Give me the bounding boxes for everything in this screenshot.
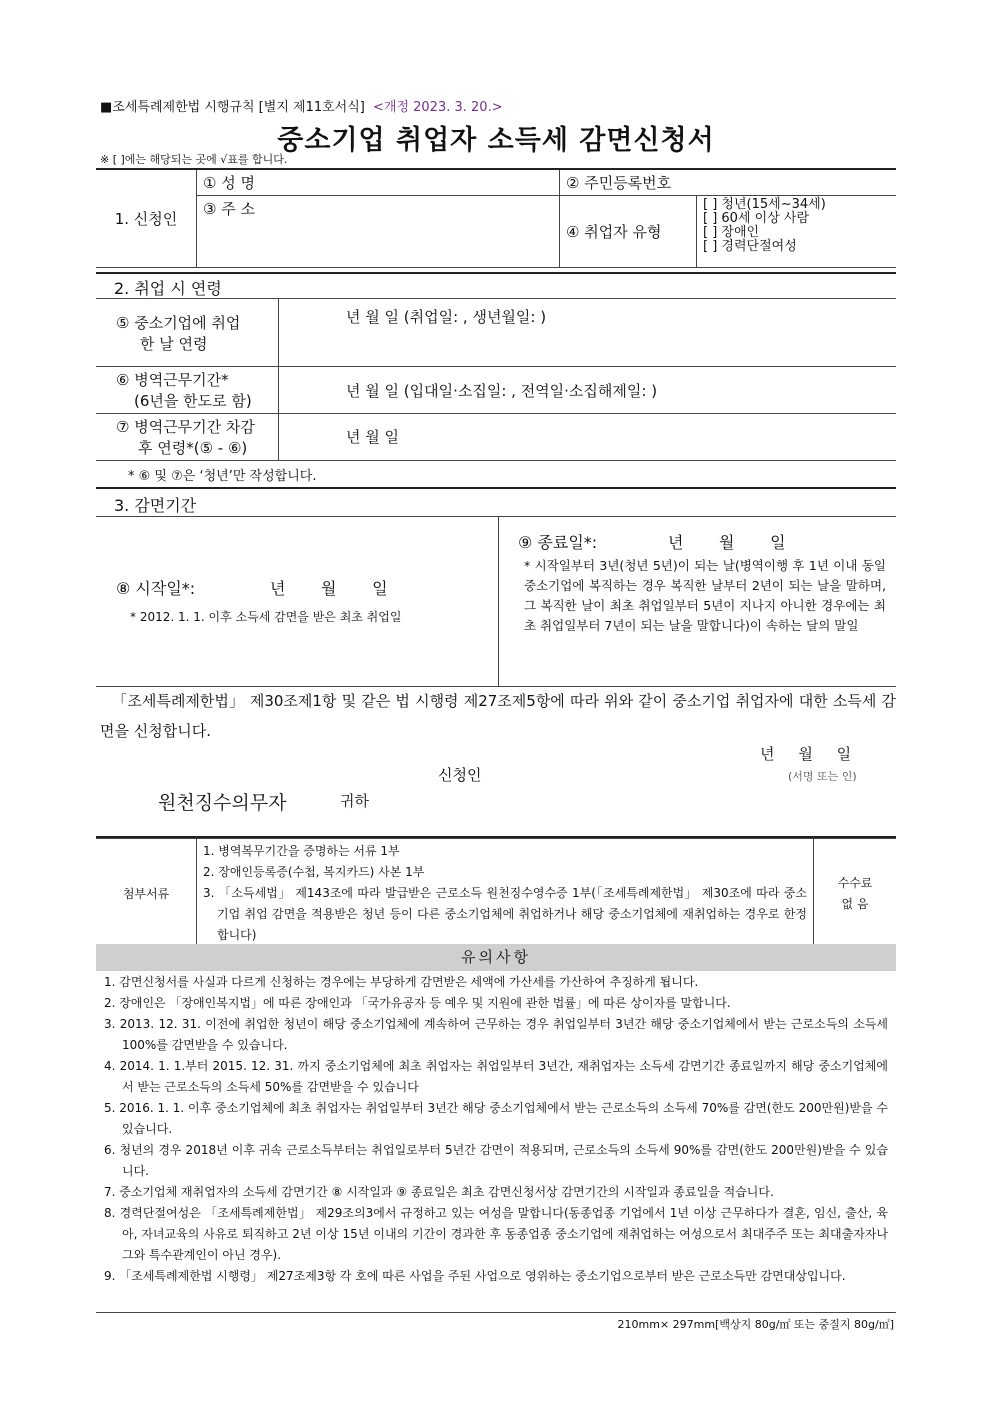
name-field[interactable]	[197, 169, 560, 196]
attachments-table	[96, 838, 896, 949]
start-date-note: * 2012. 1. 1. 이후 소득세 감면을 받은 최초 취업일	[130, 610, 402, 624]
type-option-youth[interactable]: [ ] 청년(15세∼34세)	[703, 197, 826, 212]
notice-title: 유의사항	[96, 944, 896, 971]
form-title: 중소기업 취업자 소득세 감면신청서	[277, 125, 715, 156]
row-divider	[96, 460, 896, 461]
type-options	[697, 196, 897, 268]
notice-item: 8. 경력단절여성은 「조세특례제한법」 제29조의3에서 규정하고 있는 여성을 말합니다(동종업종 기업에서 1년 이상 근무하다가 결혼, 임신, 출산, 육아, 자녀교육의 사유로 퇴직하고 2년 이상 15년 이내의 기간이 경과한 후 동종업종 중소기업에 재취업하는 여성으로서 최대주주 또는 최대출자자나 그와 특수관계인이 아닌 경우).	[104, 1206, 888, 1262]
row5-value[interactable]: 년 월 일 (취업일: , 생년월일: )	[346, 308, 547, 326]
section-divider	[96, 272, 896, 274]
applicant-section-label: 1. 신청인	[96, 169, 197, 268]
signature-field[interactable]: (서명 또는 인)	[788, 770, 857, 783]
age-section-label: 2. 취업 시 연령	[114, 279, 222, 298]
applicant-table	[96, 168, 896, 268]
section-divider	[96, 487, 896, 489]
type-option-senior[interactable]: [ ] 60세 이상 사람	[703, 211, 810, 226]
row6-label-line1: ⑥ 병역근무기간*	[116, 371, 229, 389]
form-header	[100, 96, 503, 115]
regulation-reference: ■조세특례제한법 시행규칙 [별지 제11호서식]	[100, 100, 365, 115]
column-divider	[278, 298, 279, 460]
notice-item: 4. 2014. 1. 1.부터 2015. 12. 31. 까지 중소기업체에 최초 취업자는 취업일부터 3년간, 재취업자는 소득세 감면기간 종료일까지 해당 중소기업체에서 받는 근로소득의 소득세 50%를 감면받을 수 있습니다	[104, 1059, 888, 1094]
row7-label-line2: 후 연령*(⑤ - ⑥)	[138, 439, 248, 457]
address-field[interactable]	[197, 196, 560, 268]
footer-divider	[96, 1312, 896, 1313]
fee-value: 없 음	[841, 896, 869, 911]
notice-item: 9. 「조세특례제한법 시행령」 제27조제3항 각 호에 따른 사업을 주된 사업으로 영위하는 중소기업으로부터 받은 근로소득만 감면대상입니다.	[104, 1269, 846, 1283]
applicant-signature-label: 신청인	[438, 766, 482, 784]
attachment-item: 1. 병역복무기간을 증명하는 서류 1부	[203, 844, 400, 858]
column-divider	[498, 516, 499, 687]
start-date-value[interactable]: 년 월 일	[270, 579, 388, 598]
end-date-note: * 시작일부터 3년(청년 5년)이 되는 날(병역이행 후 1년 이내 동일 중소기업에 복직하는 경우 복직한 날부터 2년이 되는 날을 말하며, 그 복직한 날이 최초 취업일부터 5년이 지나지 아니한 경우에는 최초 취업일부터 7년이 되는 날을 말합니다)이 속하는 달의 말일	[524, 558, 886, 633]
row6-label-line2: (6년을 한도로 함)	[134, 392, 252, 410]
row-divider	[96, 298, 896, 299]
paper-spec: 210mm× 297mm[백상지 80g/㎡ 또는 중질지 80g/㎡]	[617, 1318, 894, 1331]
attachments-label: 첨부서류	[96, 839, 197, 949]
row5-label-line2: 한 날 연령	[140, 335, 208, 353]
type-label: ④ 취업자 유형	[560, 196, 697, 268]
notice-item: 2. 장애인은 「장애인복지법」에 따른 장애인과 「국가유공자 등 예우 및 지원에 관한 법률」에 따른 상이자를 말합니다.	[104, 996, 731, 1010]
end-date-label: ⑨ 종료일*:	[518, 533, 598, 552]
notice-list	[104, 972, 888, 1287]
notice-item: 5. 2016. 1. 1. 이후 중소기업체에 최초 취업자는 취업일부터 3년간 해당 중소기업체에서 받는 근로소득의 소득세 70%를 감면(한도 200만원)받을 수 있습니다.	[104, 1101, 888, 1136]
recipient-honorific: 귀하	[340, 792, 369, 810]
end-date-value[interactable]: 년 월 일	[668, 533, 786, 552]
age-footnote: * ⑥ 및 ⑦은 ‘청년’만 작성합니다.	[128, 469, 317, 484]
name-label: ① 성 명	[203, 174, 255, 192]
check-instruction: ※ [ ]에는 해당되는 곳에 √표를 합니다.	[100, 153, 288, 166]
row5-label-line1: ⑤ 중소기업에 취업	[116, 314, 241, 332]
type-option-career-break[interactable]: [ ] 경력단절여성	[703, 239, 797, 254]
revision-date: <개정 2023. 3. 20.>	[373, 100, 503, 115]
notice-item: 7. 중소기업체 재취업자의 소득세 감면기간 ⑧ 시작일과 ⑨ 종료일은 최초 감면신청서상 감면기간의 시작일과 종료일을 적습니다.	[104, 1185, 774, 1199]
fee-label: 수수료	[837, 875, 873, 890]
rrn-field[interactable]	[560, 169, 897, 196]
attachment-item: 3. 「소득세법」 제143조에 따라 발급받은 근로소득 원천징수영수증 1부(「조세특례제한법」 제30조에 따라 중소기업 취업 감면을 적용받은 청년 등이 다른 중소기업체에 취업하거나 해당 중소기업체에 재취업하는 경우로 한정합니다)	[203, 886, 807, 942]
declaration-date[interactable]: 년 월 일	[760, 745, 852, 763]
row7-label-line1: ⑦ 병역근무기간 차감	[116, 418, 255, 436]
row7-value[interactable]: 년 월 일	[346, 428, 400, 446]
row6-value[interactable]: 년 월 일 (입대일·소집일: , 전역일·소집해제일: )	[346, 382, 658, 400]
notice-item: 3. 2013. 12. 31. 이전에 취업한 청년이 해당 중소기업체에 계속하여 근무하는 경우 취업일부터 3년간 해당 중소기업체에서 받는 근로소득의 소득세 100%를 감면받을 수 있습니다.	[104, 1017, 888, 1052]
recipient: 원천징수의무자	[158, 792, 287, 814]
declaration-text: 「조세특례제한법」 제30조제1항 및 같은 법 시행령 제27조제5항에 따라 위와 같이 중소기업 취업자에 대한 소득세 감면을 신청합니다.	[100, 692, 896, 740]
period-section-label: 3. 감면기간	[114, 496, 197, 515]
row-divider	[96, 516, 896, 517]
address-label: ③ 주 소	[203, 200, 255, 218]
row-divider	[96, 366, 896, 367]
type-option-disabled[interactable]: [ ] 장애인	[703, 225, 760, 240]
rrn-label: ② 주민등록번호	[566, 174, 672, 192]
attachment-item: 2. 장애인등록증(수첩, 복지카드) 사본 1부	[203, 865, 425, 879]
start-date-label: ⑧ 시작일*:	[116, 579, 196, 598]
row-divider	[96, 413, 896, 414]
notice-item: 1. 감면신청서를 사실과 다르게 신청하는 경우에는 부당하게 감면받은 세액에 가산세를 가산하여 추징하게 됩니다.	[104, 975, 699, 989]
notice-item: 6. 청년의 경우 2018년 이후 귀속 근로소득부터는 취업일로부터 5년간 감면이 적용되며, 근로소득의 소득세 90%를 감면(한도 200만원)받을 수 있습니다.	[104, 1143, 888, 1178]
